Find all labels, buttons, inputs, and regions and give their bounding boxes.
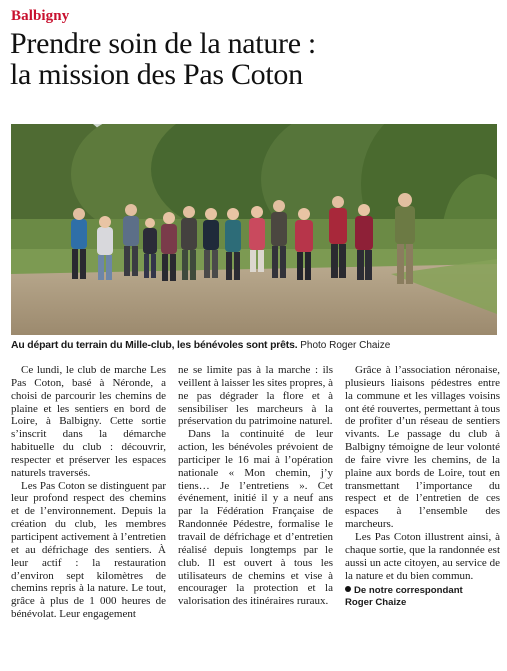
paragraph: Dans la continuité de leur action, les bénévoles prévoient de participer le 16 mai à l’opération nationale « Mon chemin, j’y tiens… Je l’entretiens ». Cet événement, initié il y a neuf ans par la Fédération Française de Randonnée Pédestre, formalise le travail de défrichage et d’entretien réalisé depuis longtemps par le club. Il est ouvert à tous les utilisateurs de chemins et vise à encourager la protection et la valorisation des itinéraires ruraux.	[178, 428, 333, 608]
byline-author: Roger Chaize	[345, 597, 407, 609]
article-column-2	[178, 364, 333, 664]
caption-text: Au départ du terrain du Mille-club, les bénévoles sont prêts.	[11, 340, 298, 351]
article-body	[11, 364, 499, 664]
headline-line-1: Prendre soin de la nature :	[10, 27, 316, 60]
paragraph: Ce lundi, le club de marche Les Pas Coton, basé à Néronde, a choisi de parcourir les chemins de plaine et les sentiers en bord de Loire, à Balbigny. Cette sortie s’inscrit dans la démarche habituelle du club : découvrir, respecter et préserver les espaces naturels traversés.	[11, 364, 166, 479]
article-column-1	[11, 364, 166, 664]
byline-role: De notre correspondant	[354, 585, 463, 597]
photo-credit: Photo Roger Chaize	[300, 340, 391, 351]
section-kicker: Balbigny	[11, 8, 70, 24]
paragraph: Les Pas Coton illustrent ainsi, à chaque sortie, que la randonnée est aussi un acte citoyen, au service de la nature et du bien commun.	[345, 530, 500, 582]
photo-caption	[11, 339, 501, 352]
paragraph: Grâce à l’association néronaise, plusieurs liaisons pédestres entre la commune et les villages voisins ont été rouvertes, permettant à tous de profiter d’un réseau de sentiers vivants. Le passage du club à Balbigny témoigne de leur volonté de faire vivre les chemins, de la plaine aux bords de Loire, tout en transmettant l’importance du respect et de l’entretien de ces espaces à l’ensemble des marcheurs.	[345, 364, 500, 531]
article-headline	[10, 28, 500, 90]
paragraph: Les Pas Coton se distinguent par leur profond respect des chemins et de l’environnement. Depuis la création du club, les membres participent activement à l’entretien et au défrichage des sentiers. À leur actif : la restauration d’environ sept kilomètres de chemins repris à la nature. Le tout, grâce à plus de 1 000 heures de bénévolat. Leur engagement	[11, 479, 166, 621]
byline	[345, 585, 500, 609]
group-photo-illustration	[11, 124, 497, 335]
bullet-icon	[345, 586, 351, 592]
paragraph: ne se limite pas à la marche : ils veillent à laisser les sites propres, à ne pas dégrader la flore et à sensibiliser les marcheurs à la préservation du patrimoine naturel.	[178, 364, 333, 428]
article-column-3	[345, 364, 500, 664]
headline-line-2: la mission des Pas Coton	[10, 58, 303, 91]
article-photo	[11, 124, 497, 335]
